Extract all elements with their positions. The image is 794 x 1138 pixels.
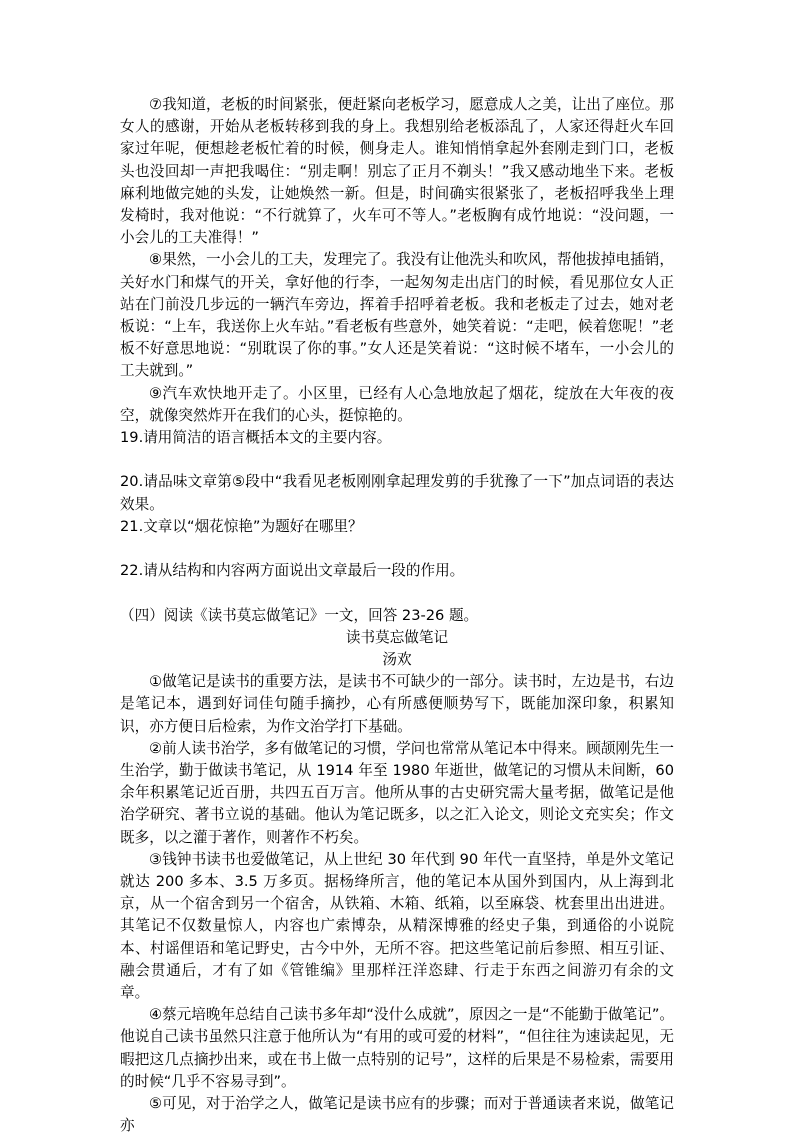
section-heading: （四）阅读《读书莫忘做笔记》一文，回答 23-26 题。	[120, 606, 479, 624]
article-paragraph-3: ③钱钟书读书也爱做笔记，从上世纪 30 年代到 90 年代一直坚持，单是外文笔记就达 200 多本、3.5 万多页。据杨绛所言，他的笔记本从国外到国内，从上海到北京，从一个宿舍到另一个宿舍，从铁箱、木箱、纸箱，以至麻袋、枕套里出出进进。其笔记不仅数量惊人，内容也广索博杂，从精深博雅的经史子集，到通俗的小说院本、村谣俚语和笔记野史，古今中外，无所不容。把这些笔记前后参照、相互引证、融会贯通后，才有了如《管锥编》里那样汪洋恣肆、行走于东西之间游刃有余的文章。	[120, 850, 674, 1002]
story-paragraph-7: ⑦我知道，老板的时间紧张，便赶紧向老板学习，愿意成人之美，让出了座位。那女人的感谢，开始从老板转移到我的身上。我想别给老板添乱了，人家还得赶火车回家过年呢，便想趁老板忙着的时候，侧身走人。谁知悄悄拿起外套刚走到门口，老板头也没回却一声把我喝住：“别走啊！别忘了正月不剃头！”我又感动地坐下来。老板麻利地做完她的头发，让她焕然一新。但是，时间确实很紧张了，老板招呼我坐上理发椅时，我对他说：“不行就算了，火车可不等人。”老板胸有成竹地说：“没问题，一小会儿的工夫准得！”	[120, 96, 674, 247]
article-paragraph-1: ①做笔记是读书的重要方法，是读书不可缺少的一部分。读书时，左边是书，右边是笔记本，遇到好词佳句随手摘抄，心有所感便顺势写下，既能加深印象，积累知识，亦方便日后检索，为作文治学打下基础。	[120, 673, 674, 735]
article-paragraph-4: ④蔡元培晚年总结自己读书多年却“没什么成就”，原因之一是“不能勤于做笔记”。他说自己读书虽然只注意于他所认为“有用的或可爱的材料”，“但往往为速读起见，无暇把这几点摘抄出来，或在书上做一点特别的记号”，这样的后果是不易检索，需要用的时候“几乎不容易寻到”。	[120, 1006, 674, 1090]
answer-space	[120, 582, 674, 604]
story-paragraph-9: ⑨汽车欢快地开走了。小区里，已经有人心急地放起了烟花，绽放在大年夜的夜空，就像突然炸开在我们的心头，挺惊艳的。	[120, 384, 674, 424]
question-19: 19.请用简洁的语言概括本文的主要内容。	[120, 429, 392, 447]
question-21: 21.文章以“烟花惊艳”为题好在哪里？	[120, 517, 363, 535]
story-paragraph-8: ⑧果然，一小会儿的工夫，发理完了。我没有让他洗头和吹风，帮他拔掉电插销，关好水门和煤气的开关，拿好他的行李，一起匆匆走出店门的时候，看见那位女人正站在门前没几步远的一辆汽车旁边，挥着手招呼着老板。我和老板走了过去，她对老板说：“上车，我送你上火车站。”看老板有些意外，她笑着说：“走吧，候着您呢！”老板不好意思地说：“别耽误了你的事。”女人还是笑着说：“这时候不堵车，一小会儿的工夫就到。”	[120, 251, 674, 380]
answer-space	[120, 538, 674, 560]
document-page	[120, 94, 674, 1138]
answer-space	[120, 449, 674, 471]
article-paragraph-5: ⑤可见，对于治学之人，做笔记是读书应有的步骤；而对于普通读者来说，做笔记亦	[120, 1095, 674, 1135]
article-title: 读书莫忘做笔记	[345, 628, 449, 646]
question-20: 20.请品味文章第⑤段中“我看见老板刚刚拿起理发剪的手犹豫了一下”加点词语的表达效果。	[120, 473, 674, 513]
article-paragraph-2: ②前人读书治学，多有做笔记的习惯，学问也常常从笔记本中得来。顾颉刚先生一生治学，勤于做读书笔记，从 1914 年至 1980 年逝世，做笔记的习惯从未间断，60 余年积累笔记近百册，共四五百万言。他所从事的古史研究需大量考据，做笔记是他治学研究、著书立说的基础。他认为笔记既多，以之汇入论文，则论文充实矣；作文既多，以之灌于著作，则著作不朽矣。	[120, 739, 674, 846]
question-22: 22.请从结构和内容两方面说出文章最后一段的作用。	[120, 562, 465, 580]
article-author: 汤欢	[382, 651, 412, 669]
